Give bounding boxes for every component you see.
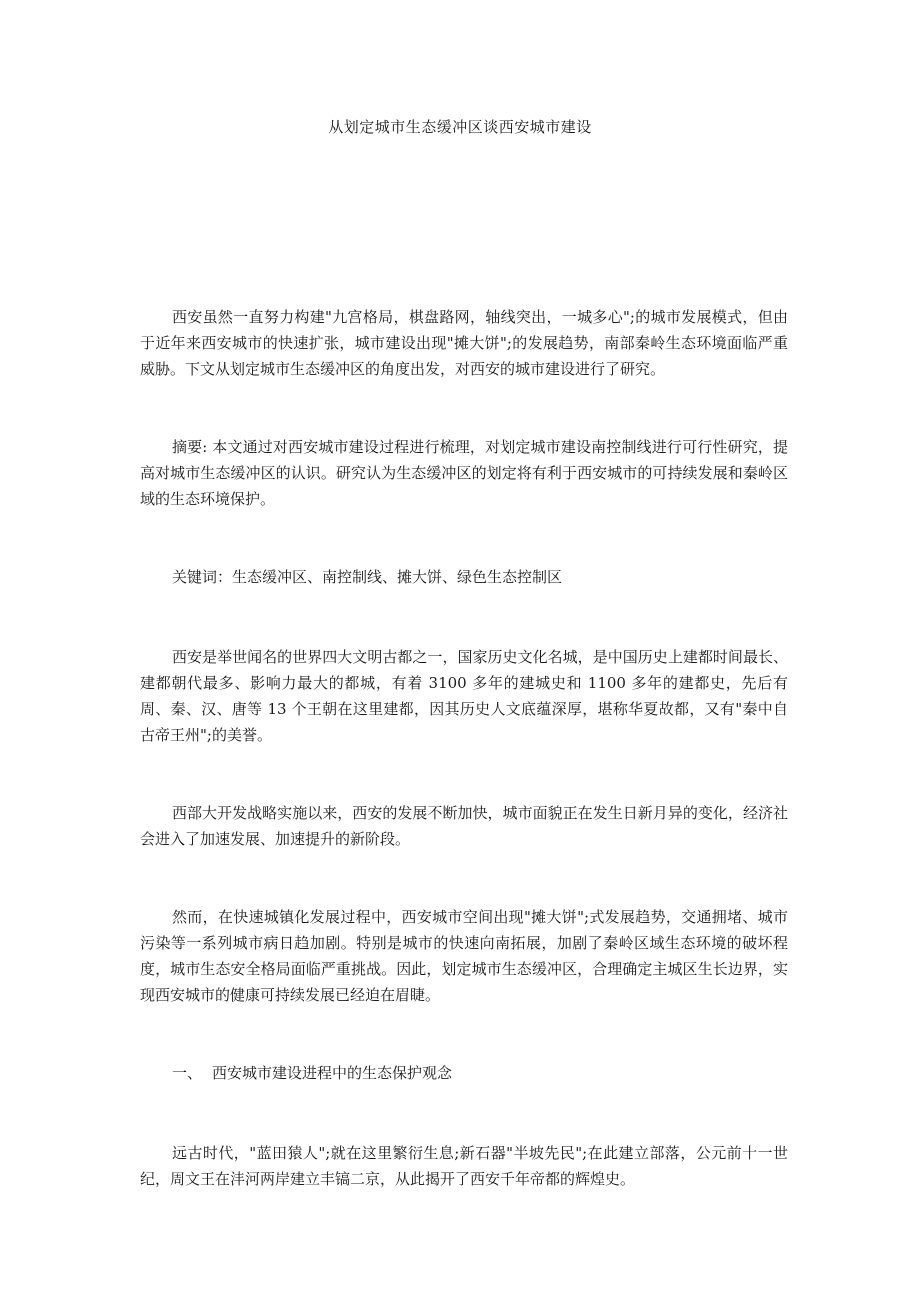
- ancient-times-paragraph: 远古时代，"蓝田猿人";就在这里繁衍生息;新石器"半坡先民";在此建立部落，公元前十一世纪，周文王在沣河两岸建立丰镐二京，从此揭开了西安千年帝都的辉煌史。: [140, 1144, 788, 1188]
- history-paragraph: 西安是举世闻名的世界四大文明古都之一，国家历史文化名城，是中国历史上建都时间最长、建都朝代最多、影响力最大的都城，有着 3100 多年的建城史和 1100 多年的建都史，先后有周、秦、汉、唐等 13 个王朝在这里建都，因其历史人文底蕴深厚，堪称华夏故都，又有"秦中自古帝王州";的美誉。: [140, 648, 788, 744]
- challenge-paragraph: 然而，在快速城镇化发展过程中，西安城市空间出现"摊大饼";式发展趋势，交通拥堵、城市污染等一系列城市病日趋加剧。特别是城市的快速向南拓展，加剧了秦岭区域生态环境的破坏程度，城市生态安全格局面临严重挑战。因此，划定城市生态缓冲区，合理确定主城区生长边界，实现西安城市的健康可持续发展已经迫在眉睫。: [140, 908, 788, 1004]
- development-paragraph: 西部大开发战略实施以来，西安的发展不断加快，城市面貌正在发生日新月异的变化，经济社会进入了加速发展、加速提升的新阶段。: [140, 804, 788, 848]
- section-heading: [172, 1060, 452, 1086]
- document-title: 从划定城市生态缓冲区谈西安城市建设: [328, 118, 592, 136]
- intro-paragraph: 西安虽然一直努力构建"九宫格局，棋盘路网，轴线突出，一城多心";的城市发展模式，但由于近年来西安城市的快速扩张，城市建设出现"摊大饼";的发展趋势，南部秦岭生态环境面临严重威胁。下文从划定城市生态缓冲区的角度出发，对西安的城市建设进行了研究。: [140, 308, 788, 378]
- section-heading-text: 西安城市建设进程中的生态保护观念: [212, 1064, 453, 1082]
- section-heading-number: 一、: [172, 1064, 203, 1082]
- abstract-paragraph: 摘要: 本文通过对西安城市建设过程进行梳理，对划定城市建设南控制线进行可行性研究，提高对城市生态缓冲区的认识。研究认为生态缓冲区的划定将有利于西安城市的可持续发展和秦岭区域的生态环境保护。: [140, 438, 788, 508]
- keywords-paragraph: 关键词：生态缓冲区、南控制线、摊大饼、绿色生态控制区: [172, 568, 563, 586]
